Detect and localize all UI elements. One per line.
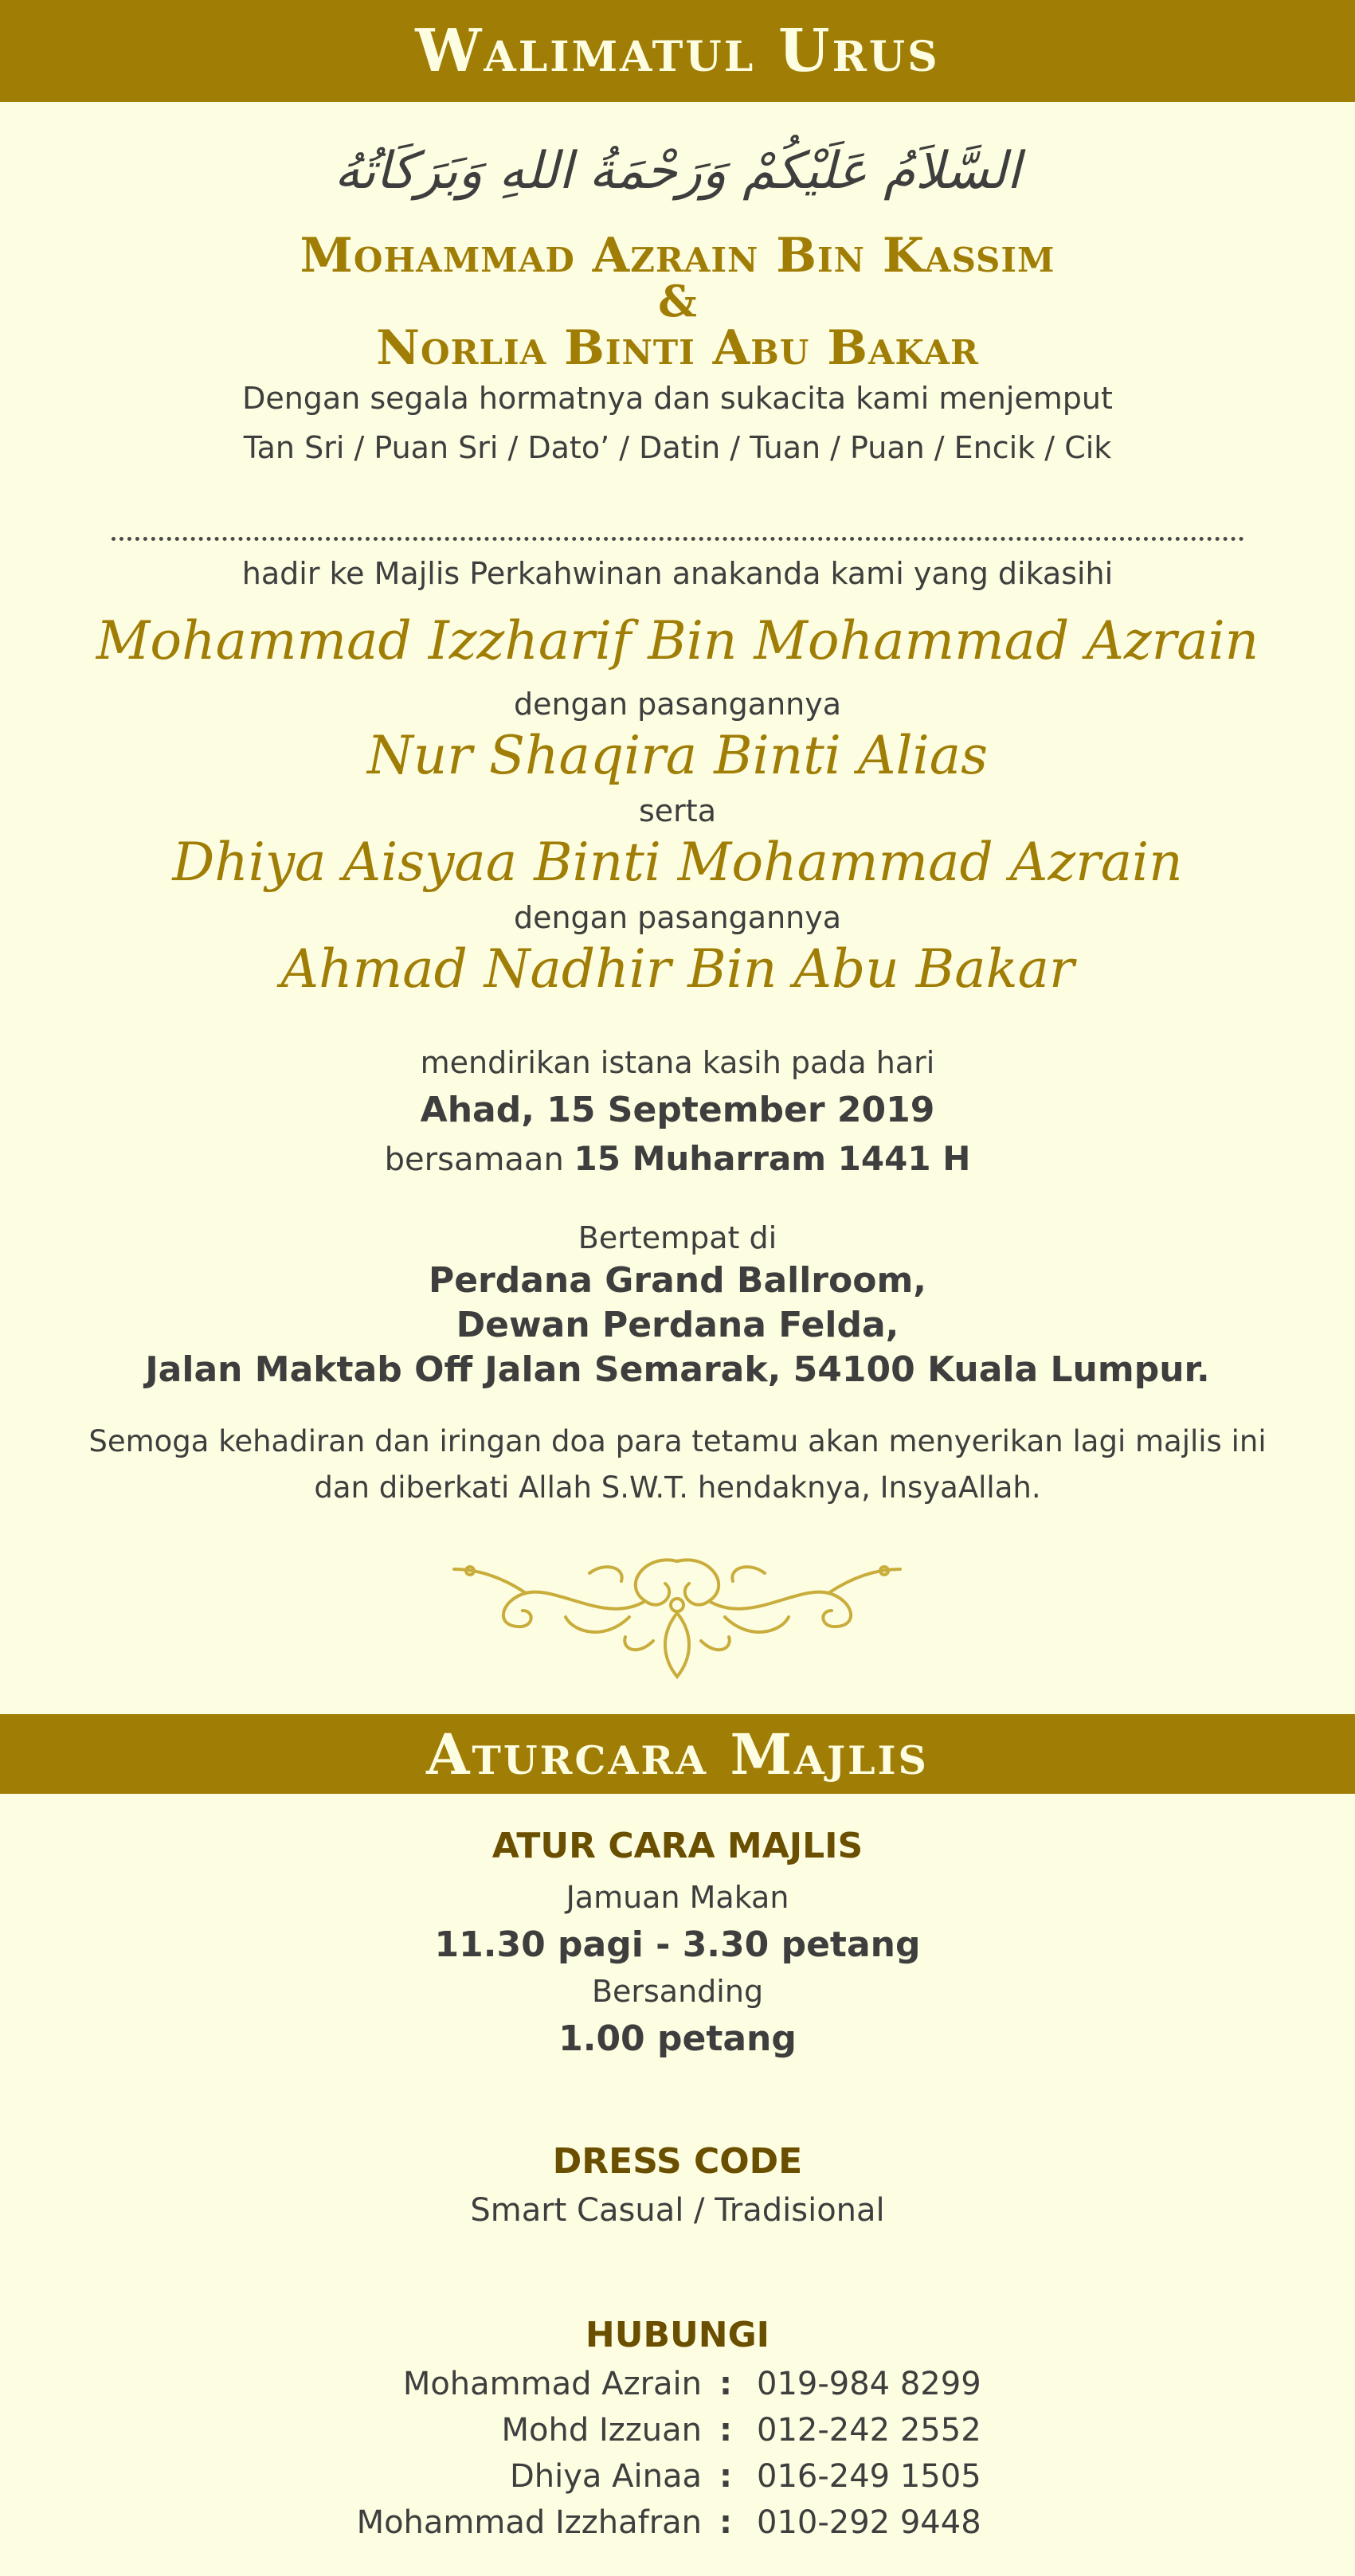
page-title: Walimatul Urus <box>415 17 940 85</box>
event-date: Ahad, 15 September 2019 <box>420 1090 935 1130</box>
program-item-2-label: Bersanding <box>591 1974 764 2009</box>
contact-separator: : <box>719 2366 732 2402</box>
invite-block <box>0 556 1355 591</box>
hijri-prefix: bersamaan <box>384 1141 564 1178</box>
contact-name: Mohammad Azrain <box>402 2366 702 2402</box>
partner2-block <box>0 900 1355 935</box>
program-title: Aturcara Majlis <box>426 1721 929 1787</box>
contact-phone: 012-242 2552 <box>757 2412 981 2449</box>
couple2-bride-block <box>0 832 1355 893</box>
greeting-text: Dengan segala hormatnya dan sukacita kami menjemput <box>242 381 1113 416</box>
venue-label-block <box>0 1220 1355 1255</box>
host-mother-name: Norlia Binti Abu Bakar <box>376 320 979 376</box>
venue-label: Bertempat di <box>578 1220 777 1255</box>
serta-text: serta <box>639 793 716 828</box>
couple2-bride-name: Dhiya Aisyaa Binti Mohammad Azrain <box>172 832 1183 893</box>
dotted-divider <box>112 537 1244 541</box>
contact-row <box>0 2412 1355 2457</box>
venue-line3-block <box>0 1349 1355 1390</box>
couple2-groom-name: Ahmad Nadhir Bin Abu Bakar <box>280 938 1075 1000</box>
hijri-block <box>0 1139 1355 1178</box>
program-banner <box>0 1714 1355 1794</box>
with-partner-text-2: dengan pasangannya <box>513 900 842 935</box>
hijri-date: 15 Muharram 1441 H <box>574 1139 971 1178</box>
dress-code-heading: DRESS CODE <box>552 2141 803 2182</box>
couple2-groom-block <box>0 938 1355 1000</box>
doa-line-1: Semoga kehadiran dan iringan doa para tetamu akan menyerikan lagi majlis ini <box>88 1424 1267 1458</box>
venue-line1-block <box>0 1260 1355 1301</box>
couple1-groom-name: Mohammad Izzharif Bin Mohammad Azrain <box>96 610 1259 671</box>
venue-line-2: Dewan Perdana Felda, <box>456 1305 899 1345</box>
program-heading-block <box>0 1826 1355 1866</box>
venue-line-3: Jalan Maktab Off Jalan Semarak, 54100 Kuala Lumpur. <box>145 1349 1210 1390</box>
couple1-bride-name: Nur Shaqira Binti Alias <box>367 725 988 786</box>
program-item-1-label: Jamuan Makan <box>566 1880 789 1915</box>
serta-block <box>0 793 1355 828</box>
contact-phone: 010-292 9448 <box>757 2504 981 2541</box>
contact-separator: : <box>719 2458 732 2495</box>
header-banner <box>0 0 1355 102</box>
doa-line1-block <box>0 1424 1355 1458</box>
honorific-titles: Tan Sri / Puan Sri / Dato’ / Datin / Tuan / Puan / Encik / Cik <box>243 430 1112 465</box>
contact-row <box>0 2458 1355 2503</box>
venue-line-1: Perdana Grand Ballroom, <box>428 1260 927 1301</box>
program-item-1-time: 11.30 pagi - 3.30 petang <box>434 1924 921 1965</box>
contact-row <box>0 2504 1355 2549</box>
contacts-heading: HUBUNGI <box>585 2315 770 2355</box>
program-item2-time-block <box>0 2018 1355 2059</box>
date-block <box>0 1090 1355 1130</box>
doa-line-2: dan diberkati Allah S.W.T. hendaknya, InsyaAllah. <box>314 1470 1041 1505</box>
contact-phone: 016-249 1505 <box>757 2458 981 2495</box>
salam-calligraphy <box>0 142 1355 201</box>
titles-block <box>0 430 1355 465</box>
ampersand: & <box>658 276 697 327</box>
host-father-name: Mohammad Azrain Bin Kassim <box>300 228 1055 284</box>
ceremony-line: mendirikan istana kasih pada hari <box>420 1045 935 1080</box>
contact-separator: : <box>719 2412 732 2449</box>
with-partner-text: dengan pasangannya <box>513 687 842 722</box>
program-item1-block <box>0 1880 1355 1915</box>
couple1-bride-block <box>0 725 1355 786</box>
couple1-groom-block <box>0 610 1355 671</box>
contact-name: Dhiya Ainaa <box>509 2458 702 2495</box>
host-mother-block <box>0 320 1355 378</box>
partner1-block <box>0 687 1355 722</box>
dress-code-value: Smart Casual / Tradisional <box>470 2192 885 2229</box>
dress-code-value-block <box>0 2192 1355 2229</box>
doa-line2-block <box>0 1470 1355 1505</box>
program-item2-block <box>0 1974 1355 2009</box>
invite-line: hadir ke Majlis Perkahwinan anakanda kami yang dikasihi <box>241 556 1114 591</box>
contact-separator: : <box>719 2504 732 2541</box>
contacts-heading-block <box>0 2315 1355 2355</box>
hijri-line <box>0 1139 1355 1178</box>
salam-text: السَّلاَمُ عَلَيْكُمْ وَرَحْمَةُ اللهِ وَبَرَكَاتُهُ <box>334 142 1021 201</box>
greeting-block <box>0 381 1355 416</box>
contact-name: Mohd Izzuan <box>501 2412 702 2449</box>
program-item1-time-block <box>0 1924 1355 1965</box>
contact-name: Mohammad Izzhafran <box>356 2504 702 2541</box>
program-heading: ATUR CARA MAJLIS <box>491 1826 864 1866</box>
contact-row <box>0 2366 1355 2410</box>
contact-phone: 019-984 8299 <box>757 2366 981 2402</box>
dress-code-heading-block <box>0 2141 1355 2182</box>
venue-line2-block <box>0 1305 1355 1345</box>
flourish-ornament-icon <box>446 1537 908 1681</box>
program-item-2-time: 1.00 petang <box>558 2018 797 2059</box>
ceremony-block <box>0 1045 1355 1080</box>
